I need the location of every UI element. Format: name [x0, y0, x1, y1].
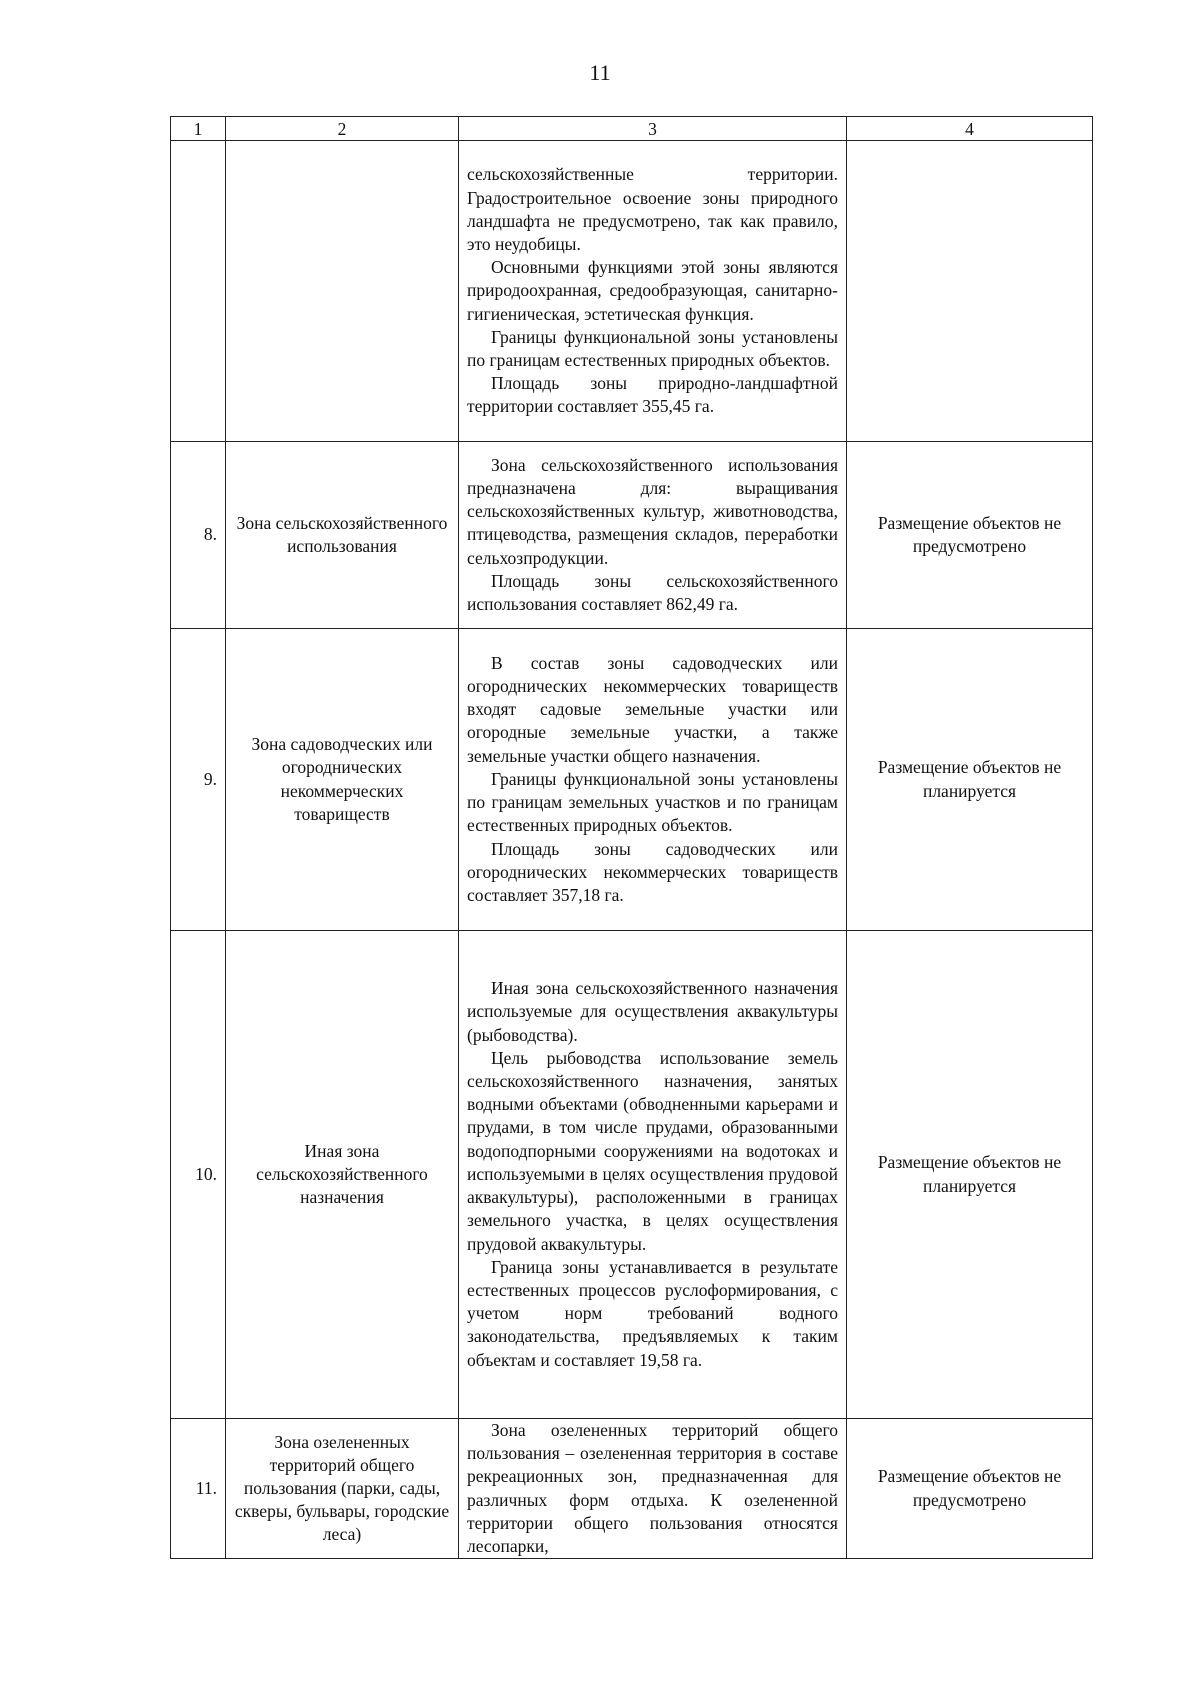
description-paragraph: Зона сельскохозяйственного использования предназначена для: выращивания сельскохозяйственных культур, животноводства, птицеводства, размещения складов, переработки сельхозпродукции.: [467, 454, 838, 568]
row-number: 9.: [171, 629, 226, 931]
description-paragraph: В состав зоны садоводческих или огороднических некоммерческих товариществ входят садовые земельные участки или огородные земельные участки, а также земельные участки общего назначения.: [467, 652, 838, 766]
table-row: [171, 141, 1093, 442]
description-paragraph: Площадь зоны природно-ландшафтной территории составляет 355,45 га.: [467, 373, 838, 417]
zone-note: Размещение объектов не предусмотрено: [847, 1419, 1093, 1559]
table-header-row: [171, 117, 1093, 141]
zone-name: Зона садоводческих или огороднических некоммерческих товариществ: [226, 629, 459, 931]
zone-note: Размещение объектов не планируется: [847, 931, 1093, 1419]
zone-description: [459, 141, 847, 442]
row-number: 10.: [171, 931, 226, 1419]
row-number: [171, 141, 226, 442]
description-paragraph: Основными функциями этой зоны являются природоохранная, средообразующая, санитарно-гигиеническая, эстетическая функция.: [467, 257, 838, 324]
description-paragraph: сельскохозяйственные территории. Градостроительное освоение зоны природного ландшафта не предусмотрено, так как правило, это неудобицы.: [467, 164, 838, 254]
description-paragraph: Границы функциональной зоны установлены по границам земельных участков и по границам естественных природных объектов.: [467, 768, 838, 836]
zone-note: [847, 141, 1093, 442]
description-paragraph: Границы функциональной зоны установлены по границам естественных природных объектов.: [467, 326, 838, 370]
column-header-1: 1: [171, 117, 226, 141]
description-paragraph: Зона озелененных территорий общего пользования – озелененная территория в составе рекреационных зон, предназначенная для различных форм отдыха. К озелененной территории общего пользования относятся лесопарки,: [467, 1420, 838, 1557]
table-row: [171, 931, 1093, 1419]
zone-note: Размещение объектов не планируется: [847, 629, 1093, 931]
table-row: [171, 442, 1093, 629]
row-number: 11.: [171, 1419, 226, 1559]
column-header-2: 2: [226, 117, 459, 141]
table-row: [171, 1419, 1093, 1559]
description-paragraph: Площадь зоны сельскохозяйственного использования составляет 862,49 га.: [467, 570, 838, 614]
zone-name: Зона озелененных территорий общего пользования (парки, сады, скверы, бульвары, городские леса): [226, 1419, 459, 1559]
zone-name: Зона сельскохозяйственного использования: [226, 442, 459, 629]
zone-description: [459, 931, 847, 1419]
description-paragraph: Граница зоны устанавливается в результате естественных процессов руслоформирования, с учетом норм требований водного законодательства, предъявляемых к таким объектам и составляет 19,58 га.: [467, 1256, 838, 1370]
description-paragraph: Иная зона сельскохозяйственного назначения используемые для осуществления аквакультуры (рыбоводства).: [467, 978, 838, 1045]
table-row: [171, 629, 1093, 931]
column-header-4: 4: [847, 117, 1093, 141]
zone-description: [459, 629, 847, 931]
description-paragraph: Площадь зоны садоводческих или огороднических некоммерческих товариществ составляет 357,18 га.: [467, 838, 838, 905]
description-paragraph: Цель рыбоводства использование земель сельскохозяйственного назначения, занятых водными объектами (обводненными карьерами и прудами, в том числе прудами, образованными водоподпорными сооружениями на водотоках и используемыми в целях осуществления прудовой аквакультуры), расположенными в границах земельного участка, в целях осуществления прудовой аквакультуры.: [467, 1047, 838, 1254]
zone-description: [459, 1419, 847, 1559]
zone-name: [226, 141, 459, 442]
zones-table: [170, 116, 1093, 1559]
row-number: 8.: [171, 442, 226, 629]
zone-note: Размещение объектов не предусмотрено: [847, 442, 1093, 629]
column-header-3: 3: [459, 117, 847, 141]
page-number: 11: [589, 60, 611, 85]
zone-name: Иная зона сельскохозяйственного назначения: [226, 931, 459, 1419]
zone-description: [459, 442, 847, 629]
